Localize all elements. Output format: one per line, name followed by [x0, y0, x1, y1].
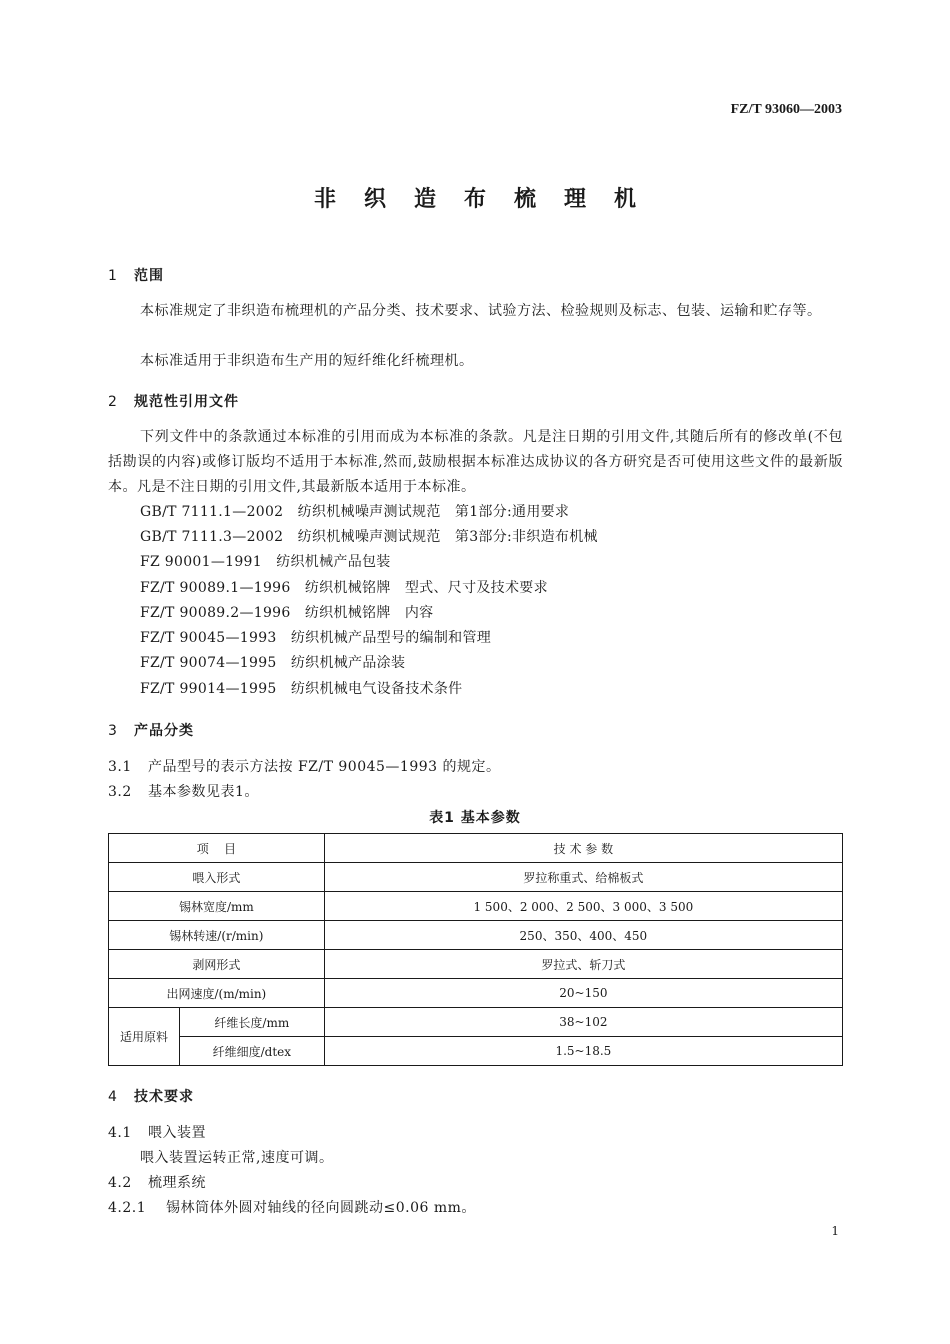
table-row — [109, 1037, 843, 1066]
clause-3-2: 3.2 基本参数见表1。 — [108, 784, 259, 800]
table-header-row — [109, 834, 843, 863]
table-row — [109, 1008, 843, 1037]
table-cell: 纤维长度/mm — [179, 1008, 324, 1037]
table-cell: 20~150 — [324, 979, 842, 1008]
parameters-table — [108, 833, 843, 1066]
section-2-heading: 2 规范性引用文件 — [108, 394, 239, 410]
reference-item: GB/T 7111.3—2002 纺织机械噪声测试规范 第3部分:非织造布机械 — [140, 529, 598, 545]
table-cell: 250、350、400、450 — [324, 921, 842, 950]
reference-item: GB/T 7111.1—2002 纺织机械噪声测试规范 第1部分:通用要求 — [140, 504, 570, 520]
clause-4-2-1: 4.2.1 锡林筒体外圆对轴线的径向圆跳动≤0.06 mm。 — [108, 1200, 476, 1216]
table-cell: 纤维细度/dtex — [179, 1037, 324, 1066]
standard-number: FZ/T 93060—2003 — [730, 102, 842, 117]
table-cell: 喂入形式 — [109, 863, 325, 892]
table-cell: 38~102 — [324, 1008, 842, 1037]
table-row — [109, 863, 843, 892]
reference-item: FZ/T 90089.1—1996 纺织机械铭牌 型式、尺寸及技术要求 — [140, 580, 548, 596]
table-cell: 1 500、2 000、2 500、3 000、3 500 — [324, 892, 842, 921]
table-cell: 罗拉称重式、给棉板式 — [324, 863, 842, 892]
header-cell: 技 术 参 数 — [324, 834, 842, 863]
header-cell: 项 目 — [109, 834, 325, 863]
table-row — [109, 892, 843, 921]
document-title: 非织造布梳理机 — [313, 187, 664, 212]
table-cell: 罗拉式、斩刀式 — [324, 950, 842, 979]
table-cell: 1.5~18.5 — [324, 1037, 842, 1066]
table-row — [109, 950, 843, 979]
reference-item: FZ/T 99014—1995 纺织机械电气设备技术条件 — [140, 681, 463, 697]
reference-item: FZ/T 90045—1993 纺织机械产品型号的编制和管理 — [140, 630, 492, 646]
table-row — [109, 979, 843, 1008]
table-cell: 锡林转速/(r/min) — [109, 921, 325, 950]
table-caption: 表1 基本参数 — [429, 810, 521, 826]
table-row — [109, 921, 843, 950]
section-1-paragraph-2: 本标准适用于非织造布生产用的短纤维化纤梳理机。 — [140, 353, 474, 369]
clause-4-1: 4.1 喂入装置 — [108, 1125, 206, 1141]
reference-item: FZ/T 90074—1995 纺织机械产品涂装 — [140, 655, 406, 671]
page-number: 1 — [831, 1224, 839, 1238]
clause-4-1-text: 喂入装置运转正常,速度可调。 — [140, 1150, 334, 1166]
section-3-heading: 3 产品分类 — [108, 723, 194, 739]
section-4-heading: 4 技术要求 — [108, 1089, 194, 1105]
reference-item: FZ 90001—1991 纺织机械产品包装 — [140, 554, 391, 570]
table-cell: 出网速度/(m/min) — [109, 979, 325, 1008]
table-cell: 剥网形式 — [109, 950, 325, 979]
clause-4-2: 4.2 梳理系统 — [108, 1175, 206, 1191]
section-2-paragraph: 下列文件中的条款通过本标准的引用而成为本标准的条款。凡是注日期的引用文件,其随后所有的修改单(不包括勘误的内容)或修订版均不适用于本标准,然而,鼓励根据本标准达成协议的各方研究是否可使用这些文件的最新版本。凡是不注日期的引用文件,其最新版本适用于本标准。 — [108, 429, 843, 495]
clause-3-1: 3.1 产品型号的表示方法按 FZ/T 90045—1993 的规定。 — [108, 759, 501, 775]
reference-item: FZ/T 90089.2—1996 纺织机械铭牌 内容 — [140, 605, 434, 621]
section-1-heading: 1 范围 — [108, 268, 164, 284]
group-label-cell: 适用原料 — [109, 1008, 180, 1066]
table-cell: 锡林宽度/mm — [109, 892, 325, 921]
section-1-paragraph-1: 本标准规定了非织造布梳理机的产品分类、技术要求、试验方法、检验规则及标志、包装、运输和贮存等。 — [140, 303, 822, 319]
